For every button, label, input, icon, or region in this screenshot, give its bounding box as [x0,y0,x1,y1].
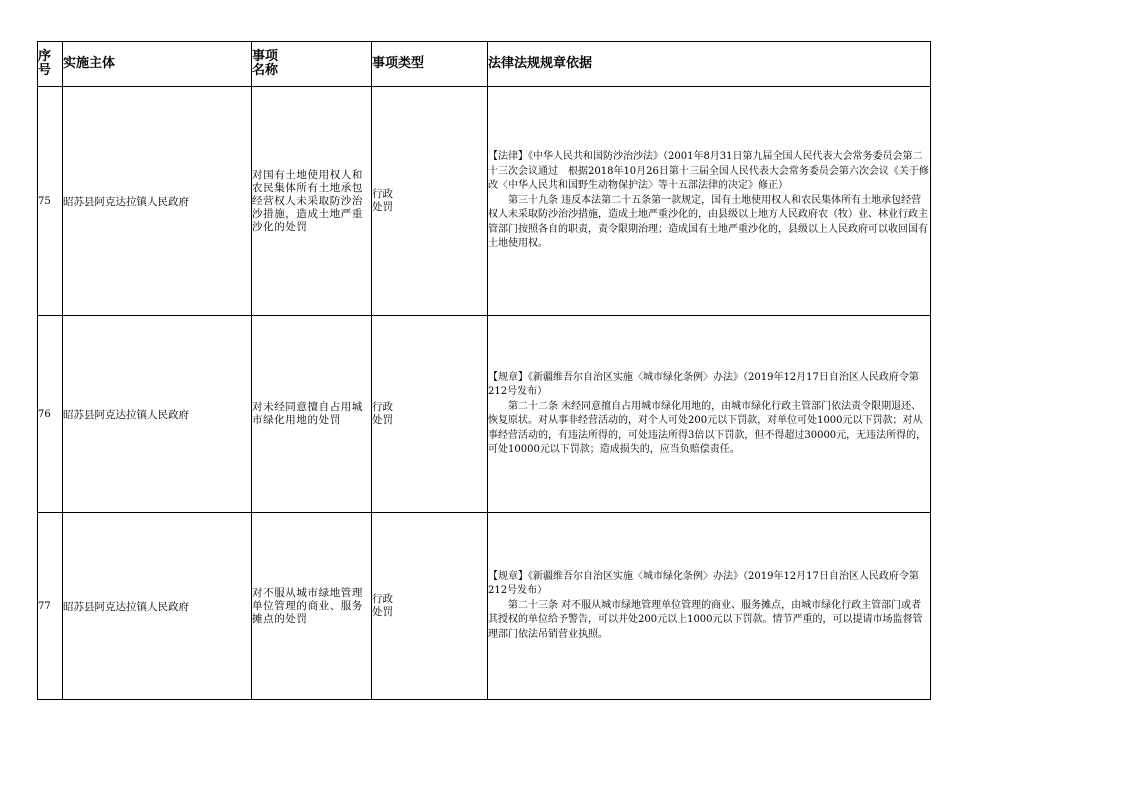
row-item-name: 对不服从城市绿地管理单位管理的商业、服务摊点的处罚 [252,513,372,700]
legal-basis-article: 第三十九条 违反本法第二十五条第一款规定，国有土地使用权人和农民集体所有土地承包经营权人未采取防沙治沙措施，造成土地严重沙化的，由县级以上地方人民政府农（牧）业、林业行政主管部门按照各自的职责，责令限期治理；造成国有土地严重沙化的，县级以上人民政府可以收回国有土地使用权。 [488,194,928,250]
legal-basis-source: 【法律】《中华人民共和国防沙治沙法》（2001年8月31日第九届全国人民代表大会常务委员会第二十三次会议通过 根据2018年10月26日第十三届全国人民代表大会常务委员会第六次会议《关于修改〈中华人民共和国野生动物保护法〉等十五部法律的决定》修正） [488,151,929,192]
table-header-row [38,42,931,87]
row-implementing-entity: 昭苏县阿克达拉镇人民政府 [63,87,252,316]
header-serial-number: 序号 [38,42,63,87]
row-item-type-text: 行政处罚 [372,593,393,618]
row-serial-number: 77 [38,513,63,700]
row-legal-basis [488,87,931,316]
row-serial-number: 76 [38,316,63,513]
enforcement-items-table [37,41,931,700]
row-serial-number: 75 [38,87,63,316]
legal-basis-source: 【规章】《新疆维吾尔自治区实施〈城市绿化条例〉办法》（2019年12月17日自治区人民政府令第212号发布） [488,570,919,597]
header-legal-basis: 法律法规规章依据 [488,42,931,87]
row-implementing-entity: 昭苏县阿克达拉镇人民政府 [63,316,252,513]
legal-basis-article: 第二十三条 对不服从城市绿地管理单位管理的商业、服务摊点，由城市绿化行政主管部门或者其授权的单位给予警告，可以并处200元以上1000元以下罚款。情节严重的，可以提请市场监督管理部门依法吊销营业执照。 [488,599,923,640]
header-implementing-entity: 实施主体 [63,42,252,87]
row-item-type [372,316,488,513]
table-row [38,513,931,700]
row-legal-basis [488,513,931,700]
table-row [38,316,931,513]
row-item-name: 对未经同意擅自占用城市绿化用地的处罚 [252,316,372,513]
row-legal-basis [488,316,931,513]
row-item-type-text: 行政处罚 [372,188,393,213]
legal-basis-source: 【规章】《新疆维吾尔自治区实施〈城市绿化条例〉办法》（2019年12月17日自治区人民政府令第212号发布） [488,371,919,397]
row-item-type [372,87,488,316]
row-item-type [372,513,488,700]
row-item-name: 对国有土地使用权人和农民集体所有土地承包经营权人未采取防沙治沙措施，造成土地严重沙化的处罚 [252,87,372,316]
header-item-name [252,42,372,87]
header-item-name-text: 事项名称 [252,49,279,78]
legal-basis-article: 第二十二条 未经同意擅自占用城市绿化用地的，由城市绿化行政主管部门依法责令限期退还、恢复原状。对从事非经营活动的，对个人可处200元以下罚款，对单位可处1000元以下罚款；对从事经营活动的，有违法所得的，可处违法所得3倍以下罚款，但不得超过30000元，无违法所得的，可处10000元以下罚款；造成损失的，应当负赔偿责任。 [488,400,927,455]
table-row [38,87,931,316]
row-item-type-text: 行政处罚 [372,401,393,426]
row-implementing-entity: 昭苏县阿克达拉镇人民政府 [63,513,252,700]
header-item-type: 事项类型 [372,42,488,87]
